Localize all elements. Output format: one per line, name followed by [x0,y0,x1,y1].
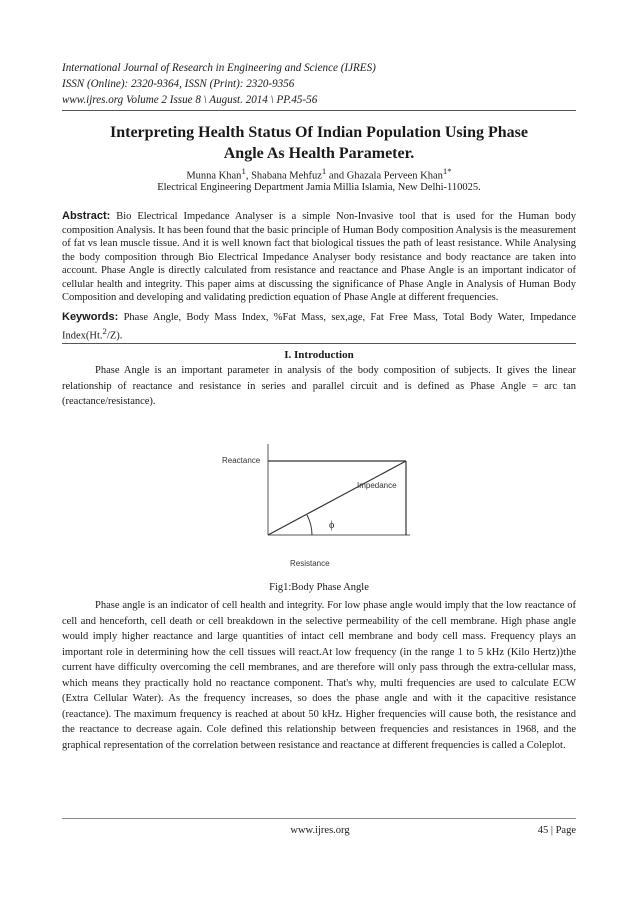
impedance-line [268,461,406,535]
paper-title [62,122,576,164]
keywords-divider [62,343,576,344]
header-divider [62,110,576,111]
journal-header [62,60,582,108]
journal-volume: www.ijres.org Volume 2 Issue 8 \ August. 2014 \ PP.45-56 [62,94,318,106]
phi-symbol: ϕ [329,520,335,531]
title-line-1: Interpreting Health Status Of Indian Population Using Phase [110,124,528,141]
figure-caption: Fig1:Body Phase Angle [269,582,369,593]
reactance-label: Reactance [222,456,261,465]
section-heading: I. Introduction [284,349,354,361]
author-2: Shabana Mehfuz [251,170,322,182]
phase-angle-diagram [212,432,428,576]
keywords [62,311,576,343]
keywords-text-end: /Z). [106,330,123,341]
author-2-affil: 1 [321,166,327,176]
abstract [62,210,576,305]
abstract-text: Bio Electrical Impedance Analyser is a simple Non-Invasive tool that is used for the Human body composition Analysis. It has been found that the basic principle of Human Body composition Analysis is the measurement of fat vs lean muscle tissue. And it is well known fact that biological tissues the path of least resistance. While Analysing the body composition through Bio Electrical Impedance Analyser body resistance and body reactance are taken into account. Phase Angle is directly calculated from resistance and reactance and Phase Angle is an important indicator of cellular health and integrity. This paper aims at discussing the significance of Phase Angle in Analysis of Human Body Composition and developing and validating prediction equation of Phase Angle at different frequencies. [62,211,577,304]
author-3-affil: 1* [442,166,452,176]
angle-arc [307,515,312,535]
impedance-label: Impedance [357,481,397,490]
journal-name: International Journal of Research in Engineering and Science (IJRES) [62,62,376,74]
keywords-superscript: 2 [102,325,107,336]
intro-paragraph-2: Phase angle is an indicator of cell health and integrity. For low phase angle would imply that the low reactance of cell and henceforth, cell death or cell breakdown in the selective permeability of the cell membrane. High phase angle would imply higher reactance and large quantities of intact cell membrane and body cell mass. Frequency plays an important role in determining how the cell tissues will react.At low frequency (in the range 1 to 5 kHz (Kilo Hertz))the current have difficulty overcoming the cell membranes, and are therefore will only pass through the extra-cellular mass, which means they practically hold no reactance component. That's why, multi frequencies are used to calculate ECW (Extra Cellular Water). As the frequency increases, so does the phase angle and with it the capacitive resistance (reactance). The maximum frequency is reached at about 50 kHz. Higher frequencies will cause both, the resistance and the reactance to decrease again. Cole defined this relationship between frequencies and resistances in 1968, and the graphical representation of the correlation between resistance and reactance at different frequencies is called a Coleplot. [62,600,576,751]
author-3: Ghazala Perveen Khan [346,170,443,182]
phase-angle-figure [212,432,428,576]
author-1: Munna Khan [186,170,242,182]
author-1-affil: 1 [241,166,246,176]
abstract-label: Abstract: [62,210,111,222]
resistance-label: Resistance [290,559,330,568]
journal-issn: ISSN (Online): 2320-9364, ISSN (Print): 2320-9356 [62,78,295,90]
author-list: Munna Khan$^1$, Shabana Mehfuz$^1$ and Ghazala Perveen Khan$^{1*}$ [186,166,452,182]
keywords-text: Phase Angle, Body Mass Index, %Fat Mass, sex,age, Fat Free Mass, Total Body Water, Impedance Index(Ht. [62,312,576,341]
affiliation: Electrical Engineering Department Jamia Millia Islamia, New Delhi-110025. [157,182,481,193]
footer-url: www.ijres.org [290,825,350,836]
page-number: 45 | Page [537,825,576,836]
keywords-label: Keywords: [62,311,119,323]
title-line-2: Angle As Health Parameter. [223,145,415,162]
footer-divider [62,818,576,819]
intro-paragraph-1: Phase Angle is an important parameter in analysis of the body composition of subjects. It gives the linear relationship of reactance and resistance in series and parallel circuit and is defined as Phase Angle = arc tan (reactance/resistance). [62,365,576,407]
